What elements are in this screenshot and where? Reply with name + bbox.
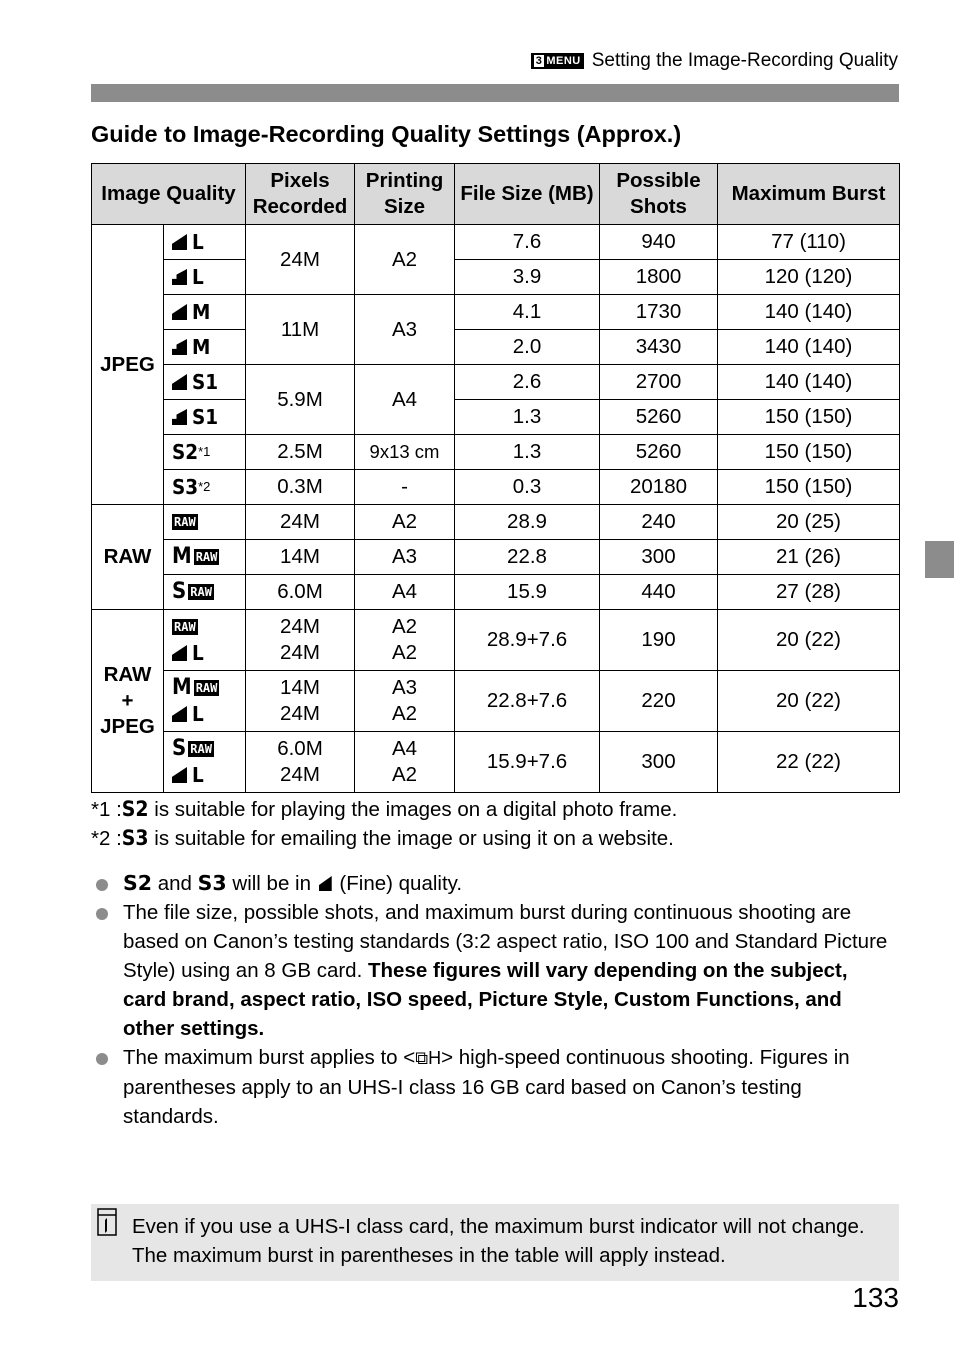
size-cell: 15.9+7.6 xyxy=(455,732,600,793)
quality-cell: M RAW L xyxy=(164,671,246,732)
size-cell: 1.3 xyxy=(455,400,600,435)
quality-table xyxy=(91,163,900,793)
quality-cell: S3 *2 xyxy=(164,470,246,505)
section-tab-marker xyxy=(925,541,954,578)
burst-cell: 140 (140) xyxy=(718,365,900,400)
note-box xyxy=(91,1204,899,1281)
size-cell: 4.1 xyxy=(455,295,600,330)
shots-cell: 20180 xyxy=(600,470,718,505)
memo-icon xyxy=(97,1208,117,1236)
quality-cell: S2 *1 xyxy=(164,435,246,470)
size-cell: 1.3 xyxy=(455,435,600,470)
quality-cell xyxy=(164,505,246,540)
print-cell: A2 xyxy=(355,225,455,295)
table-row xyxy=(92,435,900,470)
shots-cell: 940 xyxy=(600,225,718,260)
shots-cell: 300 xyxy=(600,732,718,793)
table-row xyxy=(92,400,900,435)
table-row xyxy=(92,295,900,330)
table-row xyxy=(92,365,900,400)
print-cell: A4 xyxy=(355,365,455,435)
fine-quality-icon xyxy=(172,374,187,390)
shots-cell: 5260 xyxy=(600,400,718,435)
size-cell: 28.9 xyxy=(455,505,600,540)
pixels-cell: 6.0M 24M xyxy=(246,732,355,793)
quality-cell: RAW L xyxy=(164,610,246,671)
pixels-cell: 2.5M xyxy=(246,435,355,470)
raw-icon: RAW xyxy=(190,742,212,756)
bullet-dot-icon xyxy=(96,879,108,891)
high-speed-continuous-icon: ⧉H xyxy=(415,1048,442,1068)
bullet-dot-icon xyxy=(96,908,108,920)
shots-cell: 240 xyxy=(600,505,718,540)
col-header: Possible Shots xyxy=(600,164,718,225)
table-row xyxy=(92,671,900,732)
burst-cell: 150 (150) xyxy=(718,400,900,435)
table-row xyxy=(92,540,900,575)
fine-quality-icon xyxy=(172,706,187,722)
pixels-cell: 6.0M xyxy=(246,575,355,610)
size-cell: 22.8 xyxy=(455,540,600,575)
pixels-cell: 24M 24M xyxy=(246,610,355,671)
pixels-cell: 0.3M xyxy=(246,470,355,505)
burst-cell: 20 (25) xyxy=(718,505,900,540)
quality-cell: S1 xyxy=(164,400,246,435)
normal-quality-icon xyxy=(172,269,187,285)
header-title: Setting the Image-Recording Quality xyxy=(591,50,898,71)
raw-icon: RAW xyxy=(195,681,218,695)
print-cell: A3 xyxy=(355,540,455,575)
raw-icon: RAW xyxy=(190,585,212,599)
group-label-raw-jpeg: RAW + JPEG xyxy=(92,610,164,793)
print-cell: A3 A2 xyxy=(355,671,455,732)
print-cell: 9x13 cm xyxy=(355,435,455,470)
size-cell: 2.0 xyxy=(455,330,600,365)
page-number: 133 xyxy=(852,1282,899,1313)
size-cell: 28.9+7.6 xyxy=(455,610,600,671)
print-cell: A4 xyxy=(355,575,455,610)
note-text: Even if you use a UHS-I class card, the maximum burst indicator will not change. The maximum burst in parentheses in the table will apply instead. xyxy=(132,1215,865,1267)
footnote: *2 :S3 is suitable for emailing the image or using it on a website. xyxy=(91,826,674,850)
col-header: Printing Size xyxy=(355,164,455,225)
fine-quality-icon xyxy=(172,304,187,320)
quality-cell: S RAW L xyxy=(164,732,246,793)
fine-quality-icon xyxy=(172,767,187,783)
normal-quality-icon xyxy=(172,409,187,425)
quality-cell: M RAW xyxy=(164,540,246,575)
burst-cell: 20 (22) xyxy=(718,671,900,732)
shots-cell: 3430 xyxy=(600,330,718,365)
print-cell: - xyxy=(355,470,455,505)
burst-cell: 140 (140) xyxy=(718,295,900,330)
size-cell: 22.8+7.6 xyxy=(455,671,600,732)
table-row xyxy=(92,470,900,505)
bullet-item: The maximum burst applies to <⧉H> high-speed continuous shooting. Figures in parentheses apply to an UHS-I class 16 GB card based on Canon’s testing standards. xyxy=(91,1043,891,1131)
group-label-jpeg: JPEG xyxy=(92,225,164,505)
print-cell: A3 xyxy=(355,295,455,365)
burst-cell: 27 (28) xyxy=(718,575,900,610)
size-cell: 3.9 xyxy=(455,260,600,295)
table-row xyxy=(92,260,900,295)
quality-cell: S RAW xyxy=(164,575,246,610)
shots-cell: 2700 xyxy=(600,365,718,400)
table-row xyxy=(92,575,900,610)
table-row xyxy=(92,610,900,671)
raw-icon: RAW xyxy=(174,620,196,634)
bullet-list xyxy=(91,869,891,1131)
quality-cell: M xyxy=(164,330,246,365)
col-header: File Size (MB) xyxy=(455,164,600,225)
print-cell: A2 A2 xyxy=(355,610,455,671)
footnote: *1 :S2 is suitable for playing the images on a digital photo frame. xyxy=(91,797,678,821)
footnotes xyxy=(91,795,677,853)
size-cell: 15.9 xyxy=(455,575,600,610)
bullet-item: S2 and S3 will be in (Fine) quality. xyxy=(91,869,891,898)
bullet-item: The file size, possible shots, and maximum burst during continuous shooting are based on Canon’s testing standards (3:2 aspect ratio, ISO 100 and Standard Picture Style) using an 8 GB card. These figures will vary depending on the subject, card brand, aspect ratio, ISO speed, Picture Style, Custom Functions, and other settings. xyxy=(91,898,891,1043)
fine-quality-icon xyxy=(172,234,187,250)
burst-cell: 150 (150) xyxy=(718,470,900,505)
pixels-cell: 14M xyxy=(246,540,355,575)
col-header: Image Quality xyxy=(92,164,246,225)
table-header-row xyxy=(92,164,900,225)
size-cell: 7.6 xyxy=(455,225,600,260)
pixels-cell: 14M 24M xyxy=(246,671,355,732)
burst-cell: 20 (22) xyxy=(718,610,900,671)
burst-cell: 22 (22) xyxy=(718,732,900,793)
burst-cell: 120 (120) xyxy=(718,260,900,295)
header-bar xyxy=(91,84,899,102)
table-row xyxy=(92,732,900,793)
pixels-cell: 11M xyxy=(246,295,355,365)
table-row xyxy=(92,225,900,260)
normal-quality-icon xyxy=(172,339,187,355)
print-cell: A4 A2 xyxy=(355,732,455,793)
shots-cell: 190 xyxy=(600,610,718,671)
quality-cell: L xyxy=(164,225,246,260)
pixels-cell: 24M xyxy=(246,225,355,295)
table-row xyxy=(92,505,900,540)
col-header: Maximum Burst xyxy=(718,164,900,225)
burst-cell: 150 (150) xyxy=(718,435,900,470)
fine-quality-icon xyxy=(172,645,187,661)
quality-cell: M xyxy=(164,295,246,330)
quality-cell: L xyxy=(164,260,246,295)
shots-cell: 5260 xyxy=(600,435,718,470)
burst-cell: 77 (110) xyxy=(718,225,900,260)
pixels-cell: 5.9M xyxy=(246,365,355,435)
burst-cell: 21 (26) xyxy=(718,540,900,575)
pixels-cell: 24M xyxy=(246,505,355,540)
shots-cell: 1800 xyxy=(600,260,718,295)
section-title: Guide to Image-Recording Quality Settings (Approx.) xyxy=(91,121,682,147)
shots-cell: 220 xyxy=(600,671,718,732)
shooting-menu-icon: 3 MENU xyxy=(531,53,584,69)
print-cell: A2 xyxy=(355,505,455,540)
raw-icon: RAW xyxy=(195,550,218,564)
burst-cell: 140 (140) xyxy=(718,330,900,365)
bullet-dot-icon xyxy=(96,1053,108,1065)
group-label-raw: RAW xyxy=(92,505,164,610)
size-cell: 2.6 xyxy=(455,365,600,400)
shots-cell: 1730 xyxy=(600,295,718,330)
size-cell: 0.3 xyxy=(455,470,600,505)
fine-quality-icon xyxy=(319,876,332,891)
raw-icon: RAW xyxy=(174,515,196,529)
shots-cell: 440 xyxy=(600,575,718,610)
col-header: Pixels Recorded xyxy=(246,164,355,225)
shots-cell: 300 xyxy=(600,540,718,575)
running-header xyxy=(531,50,898,72)
table-row xyxy=(92,330,900,365)
quality-cell: S1 xyxy=(164,365,246,400)
